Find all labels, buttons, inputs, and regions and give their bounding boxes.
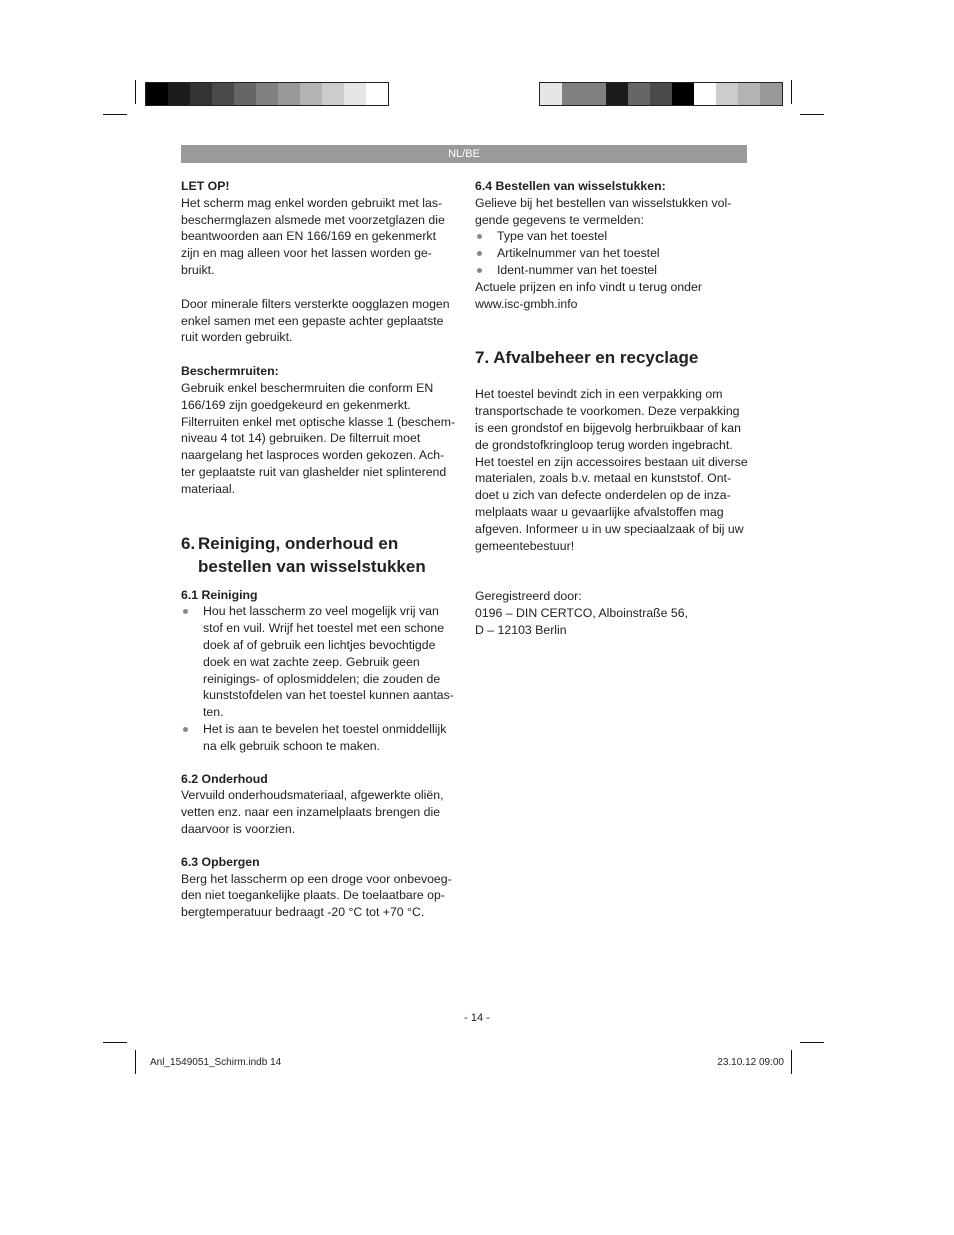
text-line: bruikt. <box>181 262 215 277</box>
color-swatch <box>212 83 234 105</box>
color-swatch <box>366 83 388 105</box>
text-line: melplaats waar u gevaarlijke afvalstoffen mag <box>475 504 724 519</box>
text-line: bergtemperatuur bedraagt -20 °C tot +70 °C. <box>181 905 425 920</box>
section-6-4-list <box>475 228 750 278</box>
list-item <box>475 245 750 262</box>
bullet-icon <box>183 727 188 732</box>
text-line: beantwoorden aan EN 166/169 en gekenmerkt <box>181 229 436 244</box>
text-line: doet u zich van defecte onderdelen op de inza- <box>475 488 731 503</box>
text-line: ruit worden gebruikt. <box>181 330 293 345</box>
crop-mark <box>791 1050 792 1074</box>
crop-mark <box>135 1050 136 1074</box>
section-7-heading: 7. Afvalbeheer en recyclage <box>475 348 699 368</box>
color-swatch <box>628 83 650 105</box>
list-item-text: Type van het toestel <box>497 229 608 244</box>
left-column <box>181 178 456 921</box>
list-item-text: Artikelnummer van het toestel <box>497 246 660 261</box>
color-swatch <box>168 83 190 105</box>
text-line: 166/169 zijn goedgekeurd en gekenmerkt. <box>181 397 411 412</box>
text-line: www.isc-gmbh.info <box>475 296 578 311</box>
bullet-icon <box>477 268 482 273</box>
crop-mark <box>135 80 136 104</box>
text-line: Door minerale filters versterkte oogglazen mogen <box>181 296 450 311</box>
color-swatch <box>344 83 366 105</box>
color-swatch <box>650 83 672 105</box>
list-item <box>181 603 456 721</box>
section-6-2-title: 6.2 Onderhoud <box>181 771 268 786</box>
text-line: gemeentebestuur! <box>475 538 575 553</box>
text-line: zijn en mag alleen voor het lassen worden ge- <box>181 246 432 261</box>
text-line: den niet toegankelijke plaats. De toelaatbare op- <box>181 888 445 903</box>
section-6-3-text <box>181 871 456 921</box>
text-line: doek en wat zachte zeep. Gebruik geen <box>203 654 420 669</box>
text-line: kunststofdelen van het toestel kunnen aantas- <box>203 688 454 703</box>
section-6-1-list <box>181 603 456 754</box>
section-6-1-title: 6.1 Reiniging <box>181 587 258 602</box>
letop-text <box>181 195 456 279</box>
text-line: Berg het lasscherm op een droge voor onbevoeg- <box>181 871 452 886</box>
color-swatch <box>694 83 716 105</box>
text-line: ter geplaatste ruit van glashelder niet splinterend <box>181 464 447 479</box>
beschermruiten-text <box>181 380 456 498</box>
section-6-title-line2: bestellen van wisselstukken <box>198 556 426 576</box>
text-line: is een grondstof en bijgevolg herbruikbaar of kan <box>475 420 741 435</box>
color-bar-right <box>539 82 783 106</box>
text-line: transportschade te voorkomen. Deze verpakking <box>475 404 740 419</box>
crop-mark <box>791 80 792 104</box>
registration-text <box>475 588 750 638</box>
text-line: materiaal. <box>181 481 235 496</box>
text-line: niveau 4 tot 14) gebruiken. De filterruit moet <box>181 431 421 446</box>
section-6-heading <box>181 532 456 578</box>
list-item-text: Ident-nummer van het toestel <box>497 262 657 277</box>
letop-title: LET OP! <box>181 179 230 193</box>
text-line: Het toestel en zijn accessoires bestaan uit diverse <box>475 454 748 469</box>
page-number: - 14 - <box>464 1012 490 1024</box>
text-line: Filterruiten enkel met optische klasse 1 (beschem- <box>181 414 456 429</box>
text-line: Actuele prijzen en info vindt u terug onder <box>475 279 702 294</box>
list-item <box>475 228 750 245</box>
section-6-4-intro <box>475 195 750 229</box>
color-swatch <box>606 83 628 105</box>
color-swatch <box>716 83 738 105</box>
bullet-icon <box>183 609 188 614</box>
text-line: Geregistreerd door: <box>475 589 582 604</box>
text-line: Vervuild onderhoudsmateriaal, afgewerkte oliën, <box>181 788 444 803</box>
section-6-4-outro <box>475 279 750 313</box>
color-swatch <box>540 83 562 105</box>
color-swatch <box>760 83 782 105</box>
text-line: gende gegevens te vermelden: <box>475 212 644 227</box>
section-6-number: 6. <box>181 533 196 553</box>
crop-mark <box>103 114 127 115</box>
bullet-icon <box>477 251 482 256</box>
text-line: ten. <box>203 705 224 720</box>
text-line: vetten enz. naar een inzamelplaats brengen die <box>181 805 441 820</box>
section-6-title-line1: Reiniging, onderhoud en <box>198 533 399 553</box>
language-header: NL/BE <box>181 145 747 163</box>
text-line: Hou het lasscherm zo veel mogelijk vrij van <box>203 604 439 619</box>
text-line: daarvoor is voorzien. <box>181 821 296 836</box>
crop-mark <box>800 1042 824 1043</box>
right-column <box>475 178 750 639</box>
crop-mark <box>800 114 824 115</box>
section-6-2-text <box>181 787 456 837</box>
text-line: beschermglazen alsmede met voorzetglazen die <box>181 212 445 227</box>
text-line: D – 12103 Berlin <box>475 622 567 637</box>
color-swatch <box>300 83 322 105</box>
text-line: doek af of gebruik een lichtjes bevochtigde <box>203 637 436 652</box>
beschermruiten-title: Beschermruiten: <box>181 364 279 379</box>
text-line: materialen, zoals b.v. metaal en kunststof. Ont- <box>475 471 732 486</box>
color-swatch <box>256 83 278 105</box>
color-swatch <box>672 83 694 105</box>
minerale-text <box>181 296 456 346</box>
section-6-3-title: 6.3 Opbergen <box>181 854 260 869</box>
text-line: Het scherm mag enkel worden gebruikt met las- <box>181 195 443 210</box>
color-bar-left <box>145 82 389 106</box>
text-line: enkel samen met een gepaste achter geplaatste <box>181 313 444 328</box>
text-line: 0196 – DIN CERTCO, Alboinstraße 56, <box>475 606 689 621</box>
text-line: Gebruik enkel beschermruiten die conform EN <box>181 380 434 395</box>
crop-mark <box>103 1042 127 1043</box>
footer-file: Anl_1549051_Schirm.indb 14 <box>150 1057 282 1068</box>
text-line: Het toestel bevindt zich in een verpakking om <box>475 387 723 402</box>
color-swatch <box>584 83 606 105</box>
color-swatch <box>562 83 584 105</box>
text-line: de grondstofkringloop terug worden ingebracht. <box>475 437 733 452</box>
color-swatch <box>146 83 168 105</box>
color-swatch <box>322 83 344 105</box>
text-line: naargelang het lasproces worden gekozen. Ach- <box>181 448 445 463</box>
color-swatch <box>234 83 256 105</box>
color-swatch <box>190 83 212 105</box>
footer-date: 23.10.12 09:00 <box>717 1057 784 1068</box>
bullet-icon <box>477 234 482 239</box>
list-item <box>181 721 456 755</box>
text-line: stof en vuil. Wrijf het toestel met een schone <box>203 621 445 636</box>
text-line: Het is aan te bevelen het toestel onmiddellijk <box>203 721 447 736</box>
color-swatch <box>738 83 760 105</box>
section-6-4-title: 6.4 Bestellen van wisselstukken: <box>475 179 666 193</box>
text-line: Gelieve bij het bestellen van wisselstukken vol- <box>475 195 732 210</box>
text-line: reinigings- of oplosmiddelen; die zouden de <box>203 671 441 686</box>
list-item <box>475 262 750 279</box>
text-line: afgeven. Informeer u in uw speciaalzaak of bij uw <box>475 521 744 536</box>
text-line: na elk gebruik schoon te maken. <box>203 738 381 753</box>
section-7-text <box>475 386 750 554</box>
color-swatch <box>278 83 300 105</box>
